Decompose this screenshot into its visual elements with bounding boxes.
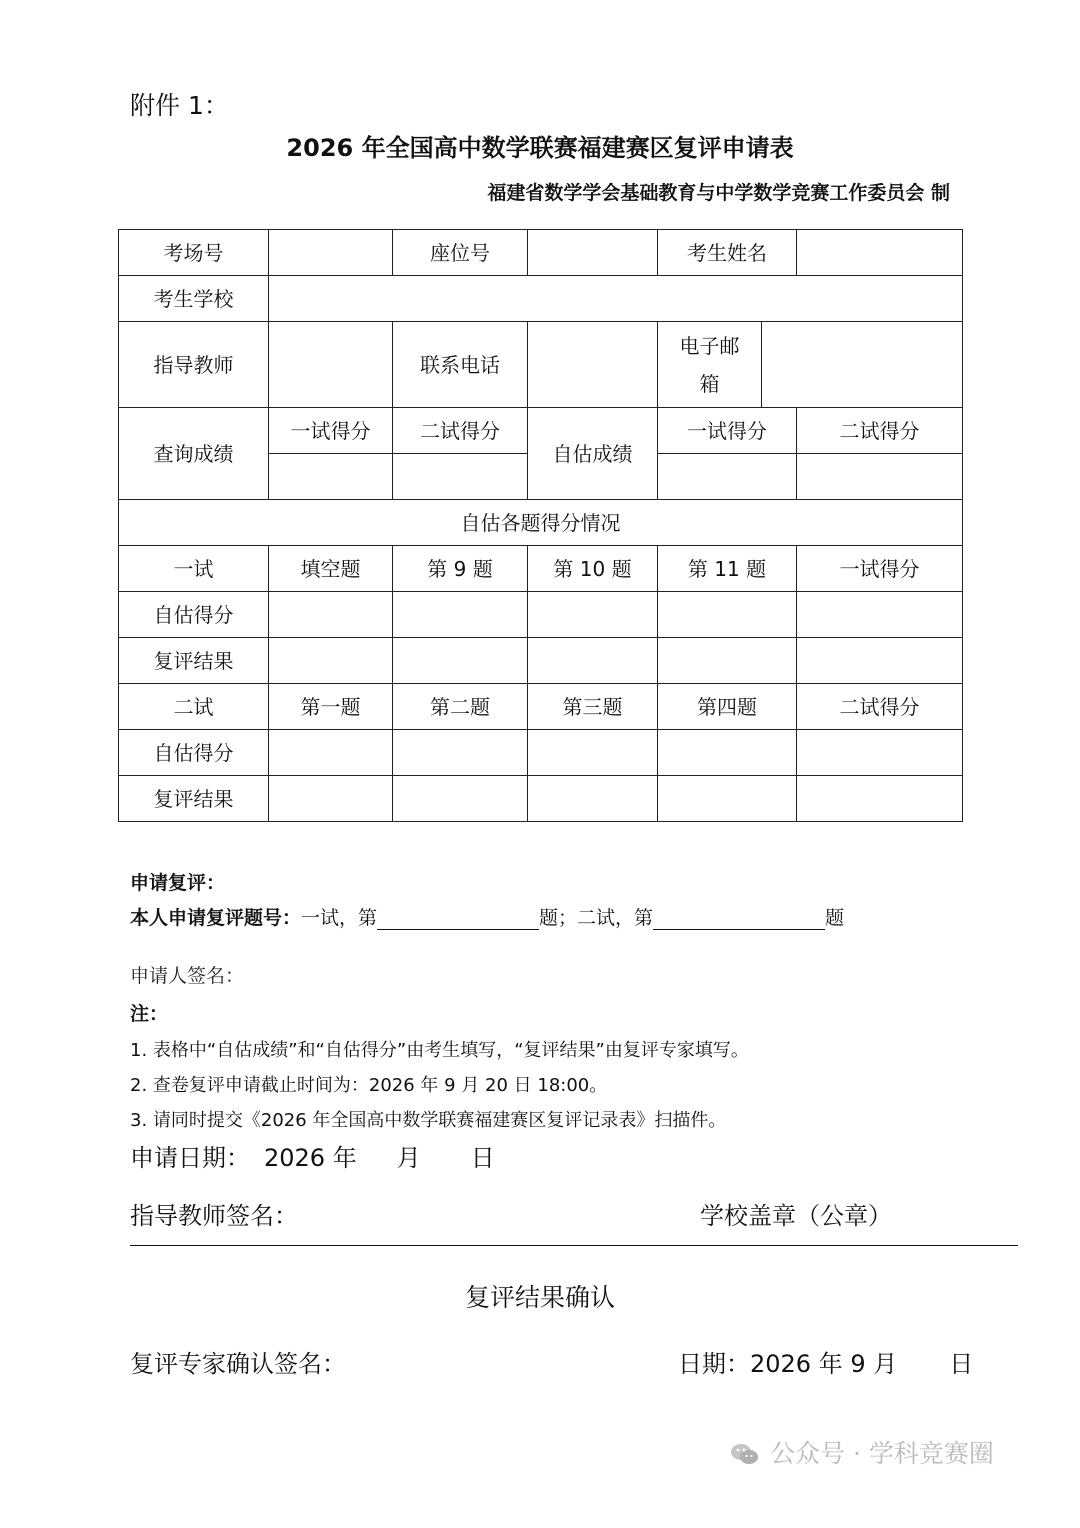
table-row	[119, 546, 963, 592]
watermark	[730, 1434, 994, 1470]
table-row	[119, 684, 963, 730]
seat-no-field[interactable]	[528, 230, 658, 276]
first-total-label: 一试得分	[797, 546, 963, 592]
table-row	[119, 638, 963, 684]
self-second-score-label: 二试得分	[797, 408, 963, 454]
phone-field[interactable]	[528, 322, 658, 408]
table-row	[119, 592, 963, 638]
second-self-est-label: 自估得分	[119, 730, 269, 776]
first-test-label: 一试	[119, 546, 269, 592]
first-question-blank[interactable]	[377, 909, 539, 930]
expert-date-line	[678, 1344, 973, 1379]
table-row	[119, 408, 963, 454]
seat-no-label: 座位号	[393, 230, 528, 276]
first-self-est-field[interactable]	[269, 592, 393, 638]
q9-label: 第 9 题	[393, 546, 528, 592]
apply-date-label: 申请日期：	[130, 1144, 250, 1172]
applicant-sign-label: 申请人签名：	[130, 965, 245, 987]
review-confirm-title: 复评结果确认	[464, 1283, 615, 1312]
review-application-table	[118, 229, 963, 822]
teacher-sign-label: 指导教师签名：	[130, 1202, 298, 1230]
second-self-est-field[interactable]	[269, 730, 393, 776]
note-item-3: 3. 请同时提交《2026 年全国高中数学联赛福建赛区复评记录表》扫描件。	[130, 1110, 727, 1131]
first-review-field[interactable]	[269, 638, 393, 684]
second-self-est-field[interactable]	[658, 730, 797, 776]
first-review-field[interactable]	[528, 638, 658, 684]
watermark-text: 公众号 · 学科竞赛圈	[770, 1439, 994, 1468]
exam-room-label: 考场号	[119, 230, 269, 276]
p4-label: 第四题	[658, 684, 797, 730]
query-first-score-field[interactable]	[269, 454, 393, 500]
divider-line	[130, 1245, 1018, 1246]
attachment-label: 附件 1：	[130, 91, 229, 120]
second-question-blank[interactable]	[653, 909, 825, 930]
second-test-label: 二试	[119, 684, 269, 730]
first-self-est-label: 自估得分	[119, 592, 269, 638]
apply-date-line	[130, 1138, 495, 1173]
second-review-field[interactable]	[269, 776, 393, 822]
table-row	[119, 322, 963, 408]
p2-label: 第二题	[393, 684, 528, 730]
first-review-field[interactable]	[393, 638, 528, 684]
self-first-score-label: 一试得分	[658, 408, 797, 454]
name-label: 考生姓名	[658, 230, 797, 276]
first-review-field[interactable]	[658, 638, 797, 684]
exam-room-field[interactable]	[269, 230, 393, 276]
self-score-label: 自估成绩	[528, 408, 658, 500]
first-self-est-field[interactable]	[393, 592, 528, 638]
apply-mid-text: 题；二试，第	[539, 907, 654, 929]
email-label-line1: 电子邮	[679, 333, 740, 358]
second-self-est-field[interactable]	[528, 730, 658, 776]
table-row	[119, 230, 963, 276]
second-total-label: 二试得分	[797, 684, 963, 730]
first-self-est-field[interactable]	[658, 592, 797, 638]
school-stamp-label: 学校盖章（公章）	[700, 1202, 892, 1230]
teacher-label: 指导教师	[119, 322, 269, 408]
query-second-score-label: 二试得分	[393, 408, 528, 454]
q11-label: 第 11 题	[658, 546, 797, 592]
query-first-score-label: 一试得分	[269, 408, 393, 454]
apply-date-month: 月	[396, 1144, 421, 1172]
fill-blank-label: 填空题	[269, 546, 393, 592]
second-review-field[interactable]	[393, 776, 528, 822]
query-score-label: 查询成绩	[119, 408, 269, 500]
second-review-result-label: 复评结果	[119, 776, 269, 822]
email-label	[658, 322, 762, 408]
table-row	[119, 730, 963, 776]
school-label: 考生学校	[119, 276, 269, 322]
apply-end-text: 题	[825, 907, 845, 929]
second-self-est-field[interactable]	[393, 730, 528, 776]
apply-date-day: 日	[470, 1144, 495, 1172]
apply-first-text: 一试，第	[301, 907, 378, 929]
wechat-icon	[730, 1442, 760, 1466]
table-row	[119, 776, 963, 822]
form-maker: 福建省数学学会基础教育与中学数学竞赛工作委员会 制	[487, 182, 950, 204]
first-review-field[interactable]	[797, 638, 963, 684]
expert-date-day: 日	[949, 1350, 974, 1378]
self-second-score-field[interactable]	[797, 454, 963, 500]
second-review-field[interactable]	[797, 776, 963, 822]
self-first-score-field[interactable]	[658, 454, 797, 500]
table-row	[119, 276, 963, 322]
teacher-field[interactable]	[269, 322, 393, 408]
apply-label: 申请复评：	[130, 872, 226, 894]
email-label-line2: 箱	[699, 371, 720, 396]
apply-question-line	[130, 903, 844, 930]
first-self-est-field[interactable]	[528, 592, 658, 638]
phone-label: 联系电话	[393, 322, 528, 408]
table-row	[119, 500, 963, 546]
form-title: 2026 年全国高中数学联赛福建赛区复评申请表	[286, 134, 794, 162]
p3-label: 第三题	[528, 684, 658, 730]
second-review-field[interactable]	[528, 776, 658, 822]
expert-sign-label: 复评专家确认签名：	[130, 1350, 346, 1378]
second-self-est-field[interactable]	[797, 730, 963, 776]
apply-line-bold: 本人申请复评题号：	[130, 907, 302, 929]
email-field[interactable]	[762, 322, 963, 408]
first-review-result-label: 复评结果	[119, 638, 269, 684]
expert-date-label: 日期：2026 年 9 月	[678, 1350, 898, 1378]
q10-label: 第 10 题	[528, 546, 658, 592]
section-title: 自估各题得分情况	[119, 500, 963, 546]
name-field[interactable]	[797, 230, 963, 276]
query-second-score-field[interactable]	[393, 454, 528, 500]
second-review-field[interactable]	[658, 776, 797, 822]
p1-label: 第一题	[269, 684, 393, 730]
notes-label: 注：	[130, 1003, 169, 1025]
note-item-1: 1. 表格中“自估成绩”和“自估得分”由考生填写，“复评结果”由复评专家填写。	[130, 1040, 749, 1061]
school-field[interactable]	[269, 276, 963, 322]
note-item-2: 2. 查卷复评申请截止时间为：2026 年 9 月 20 日 18:00。	[130, 1075, 608, 1096]
apply-date-year: 2026 年	[264, 1144, 357, 1172]
first-self-est-field[interactable]	[797, 592, 963, 638]
